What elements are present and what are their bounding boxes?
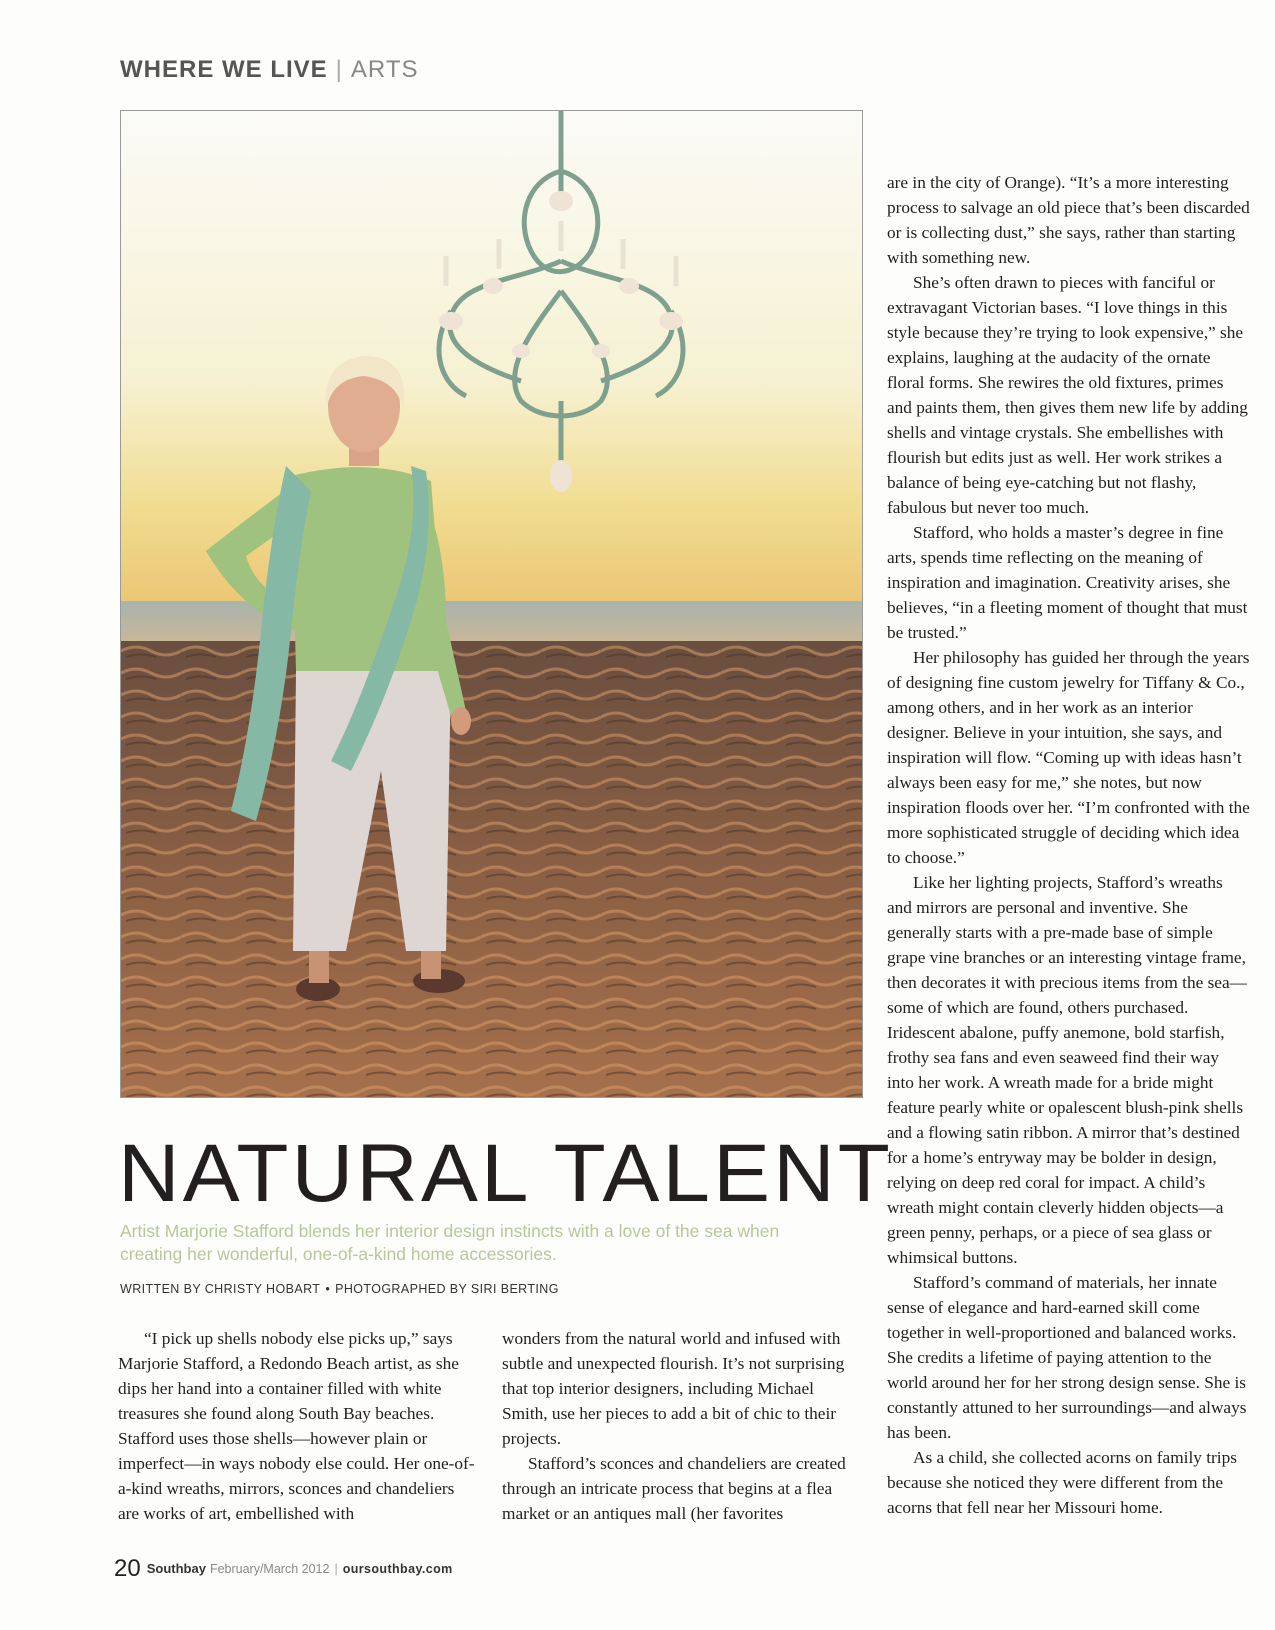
body-column-2 bbox=[502, 1326, 857, 1526]
body-paragraph: Her philosophy has guided her through the years of designing fine custom jewelry for Tiffany & Co., among others, and in her work as an interior designer. Believe in your intuition, she says, and inspiration will flow. “Coming up with ideas hasn’t always been easy for me,” she notes, but now inspiration floods over her. “I’m confronted with the more sophisticated struggle of deciding which idea to choose.” bbox=[887, 648, 1250, 867]
page-footer bbox=[114, 1555, 453, 1583]
feature-photo bbox=[120, 110, 863, 1098]
issue-date: February/March 2012 bbox=[209, 1562, 330, 1576]
byline-writer: WRITTEN BY CHRISTY HOBART bbox=[120, 1282, 321, 1296]
article-deck: Artist Marjorie Stafford blends her interior design instincts with a love of the sea when creating her wonderful, one-of-a-kind home accessories. bbox=[120, 1221, 780, 1264]
subsection-name: ARTS bbox=[350, 56, 419, 83]
byline bbox=[120, 1282, 559, 1296]
body-paragraph: are in the city of Orange). “It’s a more interesting process to salvage an old piece that’s been discarded or is collecting dust,” she says, rather than starting with something new. bbox=[887, 173, 1250, 267]
magazine-name: Southbay bbox=[146, 1561, 206, 1576]
body-paragraph: Stafford’s sconces and chandeliers are created through an intricate process that begins at a flea market or an antiques mall (her favorites bbox=[502, 1454, 846, 1523]
article-headline: NATURAL TALENT bbox=[118, 1128, 894, 1219]
body-paragraph: She’s often drawn to pieces with fanciful or extravagant Victorian bases. “I love things in this style because they’re trying to look expensive,” she explains, laughing at the audacity of the ornate floral forms. She rewires the old fixtures, primes and paints them, then gives them new life by adding shells and vintage crystals. She embellishes with flourish but edits just as well. Her work strikes a balance of being eye-catching but not flashy, fabulous but never too much. bbox=[887, 273, 1248, 517]
body-column-1 bbox=[118, 1326, 478, 1526]
byline-separator: • bbox=[325, 1282, 331, 1296]
body-paragraph: Like her lighting projects, Stafford’s wreaths and mirrors are personal and inventive. She generally starts with a pre-made base of simple grape vine branches or an interesting vintage frame, then decorates it with precious items from the sea—some of which are found, others purchased. Iridescent abalone, puffy anemone, bold starfish, frothy sea fans and even seaweed find their way into her work. A wreath made for a bride might feature pearly white or opalescent blush-pink shells and a flowing satin ribbon. A mirror that’s destined for a home’s entryway may be bolder in design, relying on deep red coral for impact. A child’s wreath might contain cleverly hidden objects—a green penny, perhaps, or a piece of sea glass or whimsical buttons. bbox=[887, 873, 1247, 1267]
page-number: 20 bbox=[114, 1555, 141, 1582]
footer-separator: | bbox=[334, 1562, 338, 1576]
byline-photographer: PHOTOGRAPHED BY SIRI BERTING bbox=[335, 1282, 559, 1296]
beach-portrait-illustration bbox=[121, 111, 863, 1098]
body-paragraph: Stafford, who holds a master’s degree in fine arts, spends time reflecting on the meaning of inspiration and imagination. Creativity arises, she believes, “in a fleeting moment of thought that must be trusted.” bbox=[887, 523, 1248, 642]
website-url: oursouthbay.com bbox=[342, 1562, 453, 1576]
section-separator: | bbox=[335, 56, 343, 83]
body-paragraph: wonders from the natural world and infused with subtle and unexpected flourish. It’s not surprising that top interior designers, including Michael Smith, use her pieces to add a bit of chic to their projects. bbox=[502, 1329, 845, 1448]
body-paragraph: “I pick up shells nobody else picks up,” says Marjorie Stafford, a Redondo Beach artist, as she dips her hand into a container filled with white treasures she found along South Bay beaches. Stafford uses those shells—however plain or imperfect—in ways nobody else could. Her one-of-a-kind wreaths, mirrors, sconces and chandeliers are works of art, embellished with bbox=[118, 1329, 475, 1523]
body-paragraph: Stafford’s command of materials, her innate sense of elegance and hard-earned skill come together in well-proportioned and balanced works. She credits a lifetime of paying attention to the world around her for her strong design sense. She is constantly attuned to her surroundings—and always has been. bbox=[887, 1273, 1247, 1442]
section-header bbox=[120, 56, 418, 84]
body-paragraph: As a child, she collected acorns on family trips because she noticed they were different from the acorns that fell near her Missouri home. bbox=[887, 1448, 1237, 1517]
section-name: WHERE WE LIVE bbox=[120, 56, 328, 83]
body-column-3 bbox=[887, 170, 1250, 1520]
